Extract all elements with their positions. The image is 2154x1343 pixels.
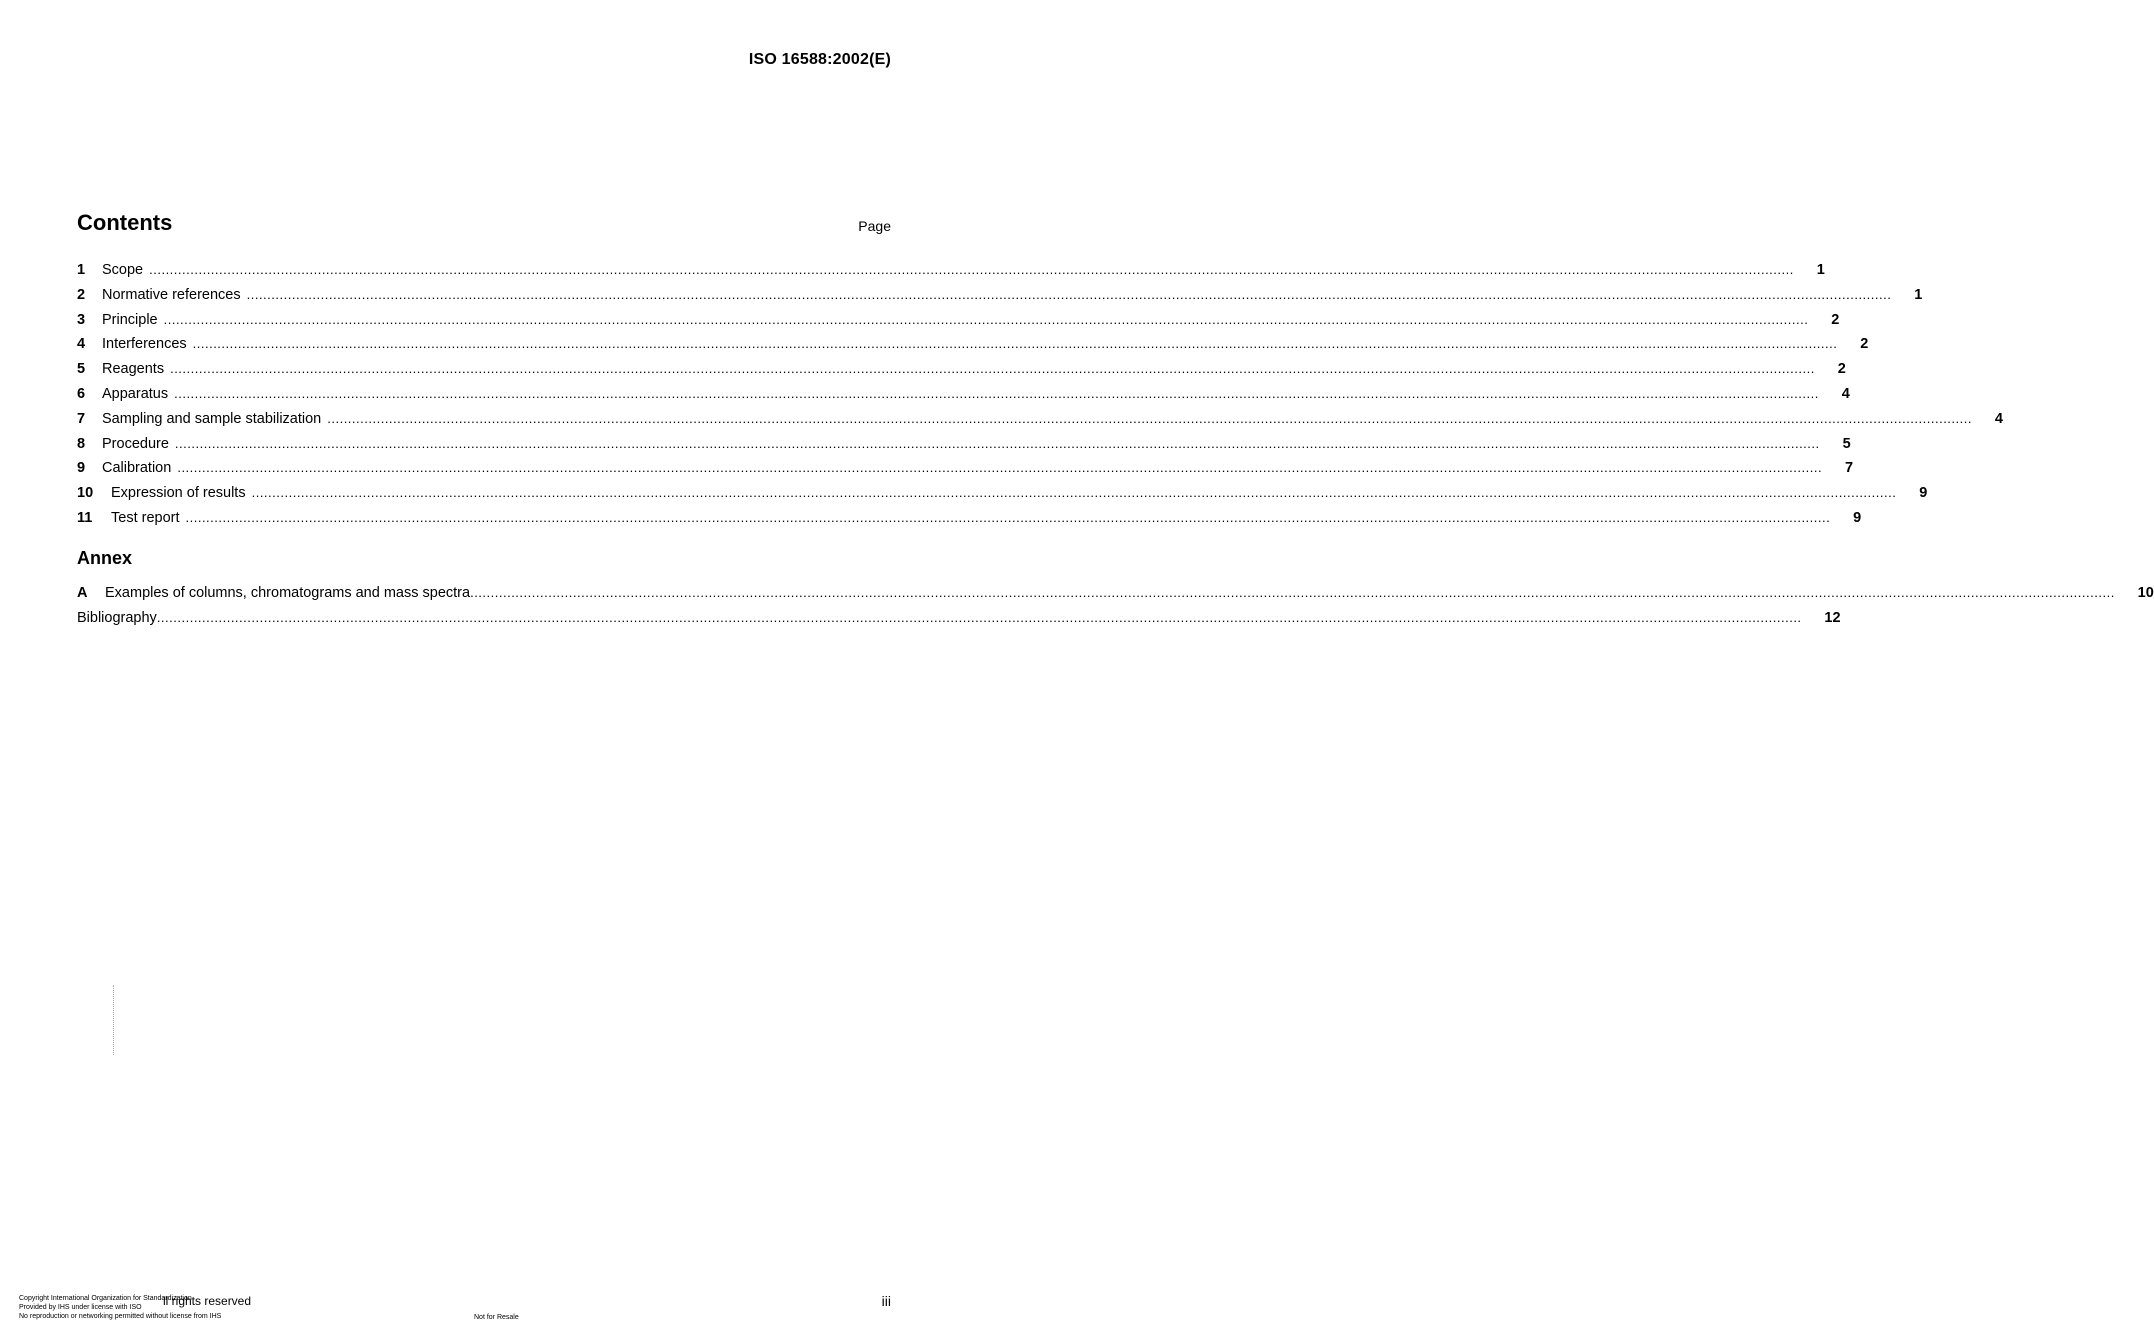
rights-reserved: ll rights reserved (163, 1294, 252, 1308)
toc-entry[interactable] (77, 435, 1851, 461)
toc-entry-number: 7 (77, 410, 86, 427)
toc-entry-page: 4 (1994, 410, 2003, 427)
toc-entry-page: 2 (1831, 311, 1840, 328)
dot-leader: ................................................................................................................................................................................................................................................................................................................................................................................................................ (246, 286, 1892, 302)
annex-entry-title: Bibliography (77, 609, 157, 626)
toc-entry-number: 8 (77, 435, 86, 452)
dot-leader: ................................................................................................................................................................................................................................................................................................................................................................................................................ (156, 609, 1802, 625)
annex-entry-title: Examples of columns, chromatograms and mass spectra (105, 585, 471, 601)
toc-entry[interactable] (77, 286, 1923, 312)
dot-leader: ................................................................................................................................................................................................................................................................................................................................................................................................................ (163, 311, 1809, 327)
toc-entry-title: Reagents (102, 361, 165, 378)
annex-entry-page: 10 (2137, 585, 2154, 601)
toc-entry-page: 1 (1914, 286, 1923, 303)
toc-entry-number: 5 (77, 361, 86, 378)
toc-entry-number: 1 (77, 262, 86, 278)
toc-entry-number: 4 (77, 336, 86, 353)
dot-leader: ................................................................................................................................................................................................................................................................................................................................................................................................................ (327, 410, 1972, 426)
toc-entry[interactable] (77, 460, 1854, 485)
toc-entry[interactable] (77, 336, 1869, 361)
toc-entry[interactable] (77, 410, 2003, 436)
toc-entry-title: Expression of results (111, 485, 246, 502)
dot-leader: ................................................................................................................................................................................................................................................................................................................................................................................................................ (470, 585, 2115, 600)
dot-leader: ................................................................................................................................................................................................................................................................................................................................................................................................................ (251, 485, 1897, 501)
toc-entry[interactable] (77, 262, 1825, 287)
dot-leader: ................................................................................................................................................................................................................................................................................................................................................................................................................ (185, 509, 1831, 525)
toc-entry-page: 4 (1841, 385, 1850, 402)
dot-leader: ................................................................................................................................................................................................................................................................................................................................................................................................................ (174, 385, 1819, 401)
toc-entry[interactable] (77, 509, 1862, 535)
toc-entry-title: Scope (102, 262, 144, 278)
toc-entry-page: 5 (1842, 435, 1851, 452)
toc-entry-page: 9 (1853, 509, 1862, 526)
dot-leader: ................................................................................................................................................................................................................................................................................................................................................................................................................ (192, 336, 1838, 352)
toc-entry-number: 3 (77, 311, 86, 328)
toc-entry-title: Sampling and sample stabilization (102, 410, 322, 427)
page-column-label: Page (858, 218, 891, 234)
toc-entry-number: 9 (77, 460, 86, 477)
annex-list (77, 585, 2154, 635)
toc-entry[interactable] (77, 311, 1840, 337)
toc-entry-title: Calibration (102, 460, 172, 477)
vertical-dotted-stamp (113, 985, 116, 1055)
copyright-line-1: Copyright International Organization for Standardization (19, 1295, 192, 1302)
toc-entry-title: Procedure (102, 435, 169, 452)
annex-entry-page: 12 (1824, 609, 1841, 626)
toc-entry-title: Normative references (102, 286, 241, 303)
toc-entry-page: 1 (1816, 262, 1825, 278)
not-for-resale: Not for Resale (474, 1314, 519, 1321)
page-number: iii (881, 1293, 891, 1309)
dot-leader: ................................................................................................................................................................................................................................................................................................................................................................................................................ (177, 460, 1823, 476)
document-id: ISO 16588:2002(E) (748, 51, 891, 68)
annex-entry[interactable] (77, 585, 2154, 610)
toc-entry[interactable] (77, 361, 1846, 386)
toc-entry-page: 9 (1919, 485, 1928, 502)
dot-leader: ................................................................................................................................................................................................................................................................................................................................................................................................................ (149, 262, 1794, 277)
toc-entry-number: 2 (77, 286, 86, 303)
dot-leader: ................................................................................................................................................................................................................................................................................................................................................................................................................ (170, 361, 1815, 377)
contents-title: Contents (77, 210, 173, 235)
annex-entry[interactable] (77, 609, 1841, 635)
dot-leader: ................................................................................................................................................................................................................................................................................................................................................................................................................ (174, 435, 1820, 451)
toc-entry-title: Principle (102, 311, 158, 328)
toc-entry-page: 7 (1844, 460, 1854, 477)
toc-entry-number: 10 (77, 485, 94, 502)
toc-entry[interactable] (77, 485, 1928, 510)
toc-entry-page: 2 (1860, 336, 1869, 353)
copyright-line-3: No reproduction or networking permitted without license from IHS (19, 1313, 222, 1320)
toc-entry-title: Apparatus (102, 385, 169, 402)
toc-entry-page: 2 (1837, 361, 1846, 378)
toc-entry-number: 6 (77, 385, 86, 402)
toc-entry-title: Test report (111, 509, 180, 526)
table-of-contents (77, 262, 2003, 535)
copyright-line-2: Provided by IHS under license with ISO (19, 1304, 142, 1311)
toc-entry[interactable] (77, 385, 1850, 411)
annex-entry-letter: A (77, 585, 88, 601)
toc-entry-number: 11 (77, 509, 93, 526)
annex-heading: Annex (77, 548, 133, 568)
toc-entry-title: Interferences (102, 336, 187, 353)
